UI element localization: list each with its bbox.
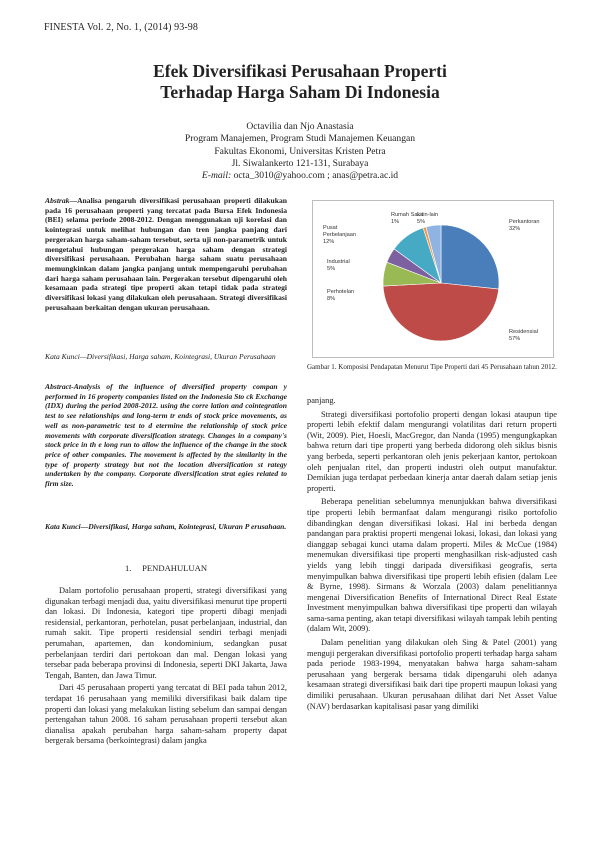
author-faculty: Fakultas Ekonomi, Universitas Kristen Petra (214, 145, 386, 157)
email-label: E-mail: (201, 170, 232, 182)
data-label: 57% (509, 336, 521, 342)
author-block (40, 121, 560, 182)
keywords-text: —Diversifikasi, Harga saham, Kointegrasi, Ukuran Perusahaan (79, 352, 276, 361)
introduction-text (45, 586, 287, 749)
body-paragraph: Strategi diversifikasi portofolio properti dengan lokasi ataupun tipe properti lebih efektif dalam mengurangi volatilitas dari return properti (Wit, 2009). Piet, Hoesli, MacGregor, dan Nanda (1995) mengungkapkan bahwa return dari tipe properti yang berbeda didorong oleh siklus bisnis yang berbeda, seperti perkantoran oleh jenis pekerjaan kantor, pertokoan oleh penjualan ritel, dan properti industri oleh output manufaktur. Demikian juga terdapat perbedaan kinerja antar daerah dalam setiap jenis properti. (307, 409, 557, 493)
category-label: Perkantoran (509, 219, 540, 225)
pie-slice-perkantoran (441, 225, 499, 289)
author-program: Program Manajemen, Program Studi Manajemen Keuangan (184, 133, 416, 145)
paper-title (40, 61, 560, 103)
intro-paragraph: Dalam portofolio perusahaan properti, strategi diversifikasi yang digunakan terbagi menjadi dua, yaitu diversifikasi menurut tipe properti dan lokasi. Di Indonesia, kategori tipe properti dibagi menjadi residensial, perkantoran, perhotelan, pusat perbelanjaan, industrial, dan rumah sakit. Tipe properti residensial sendiri terbagi menjadi perumahan, apartemen, dan kondominium, sedangkan pusat perbelanjaan terdiri dari pertokoan dan mal. Dengan lokasi yang tersebar pada beberapa provinsi di Indonesia, seperti DKI Jakarta, Jawa Tengah, Banten, dan Jawa Timur. (45, 586, 287, 680)
data-label: 1% (391, 219, 400, 225)
category-label: Industrial (327, 259, 350, 265)
keywords-english: Kata Kunci—Diversifikasi, Harga saham, Kointegrasi, Ukuran P erusahaan. (45, 522, 287, 531)
author-address: Jl. Siwalankerto 121-131, Surabaya (231, 157, 369, 169)
category-label: Pusat (323, 225, 338, 231)
category-label: Perhotelan (327, 289, 355, 295)
abstract-indonesian (45, 196, 287, 312)
body-paragraph: Dalam penelitian yang dilakukan oleh Sing & Patel (2001) yang menguji pergerakan diversifikasi portofolio properti terhadap harga saham pada periode 1983-1994, menyatakan bahwa harga saham-saham perusahaan yang bergerak bersama tidak dipengaruhi oleh adanya kesamaan strategi diversifikasi baik dari tipe properti maupun lokasi yang dimiliki perusahaan. Ukuran perusahaan dilihat dari Net Asset Value (NAV) berdasarkan kapitalisasi pasar yang dimiliki (307, 638, 557, 711)
body-paragraph: Beberapa penelitian sebelumnya menunjukkan bahwa diversifikasi tipe properti lebih bermanfaat dalam mengurangi risiko portofolio dibandingkan dengan diversifikasi lokasi. Hal ini berbeda dengan pandangan para praktisi properti mengenai lokasi, lokasi, dan lokasi yang dianggap sebagai kunci utama dalam properti. Miles & McCue (1984) menemukan diversifikasi tipe properti menghasilkan risk-adjusted cash yields yang lebih tinggi daripada diversifikasi geografis, serta menyimpulkan bahwa diversifikasi tipe properti lebih efisien (dalam Lee & Byrne, 1998). Sirmans & Worzala (2003) dalam penelitiannya mengenai Diversification Benefits of International Direct Real Estate Investment menyimpulkan bahwa diversifikasi tipe properti dan wilayah sama-sama penting, akan tetapi diversifikasi wilayah tampak lebih penting (dalam Wit, 2009). (307, 497, 558, 634)
pie-slice-residensial (383, 283, 499, 341)
body-paragraph: panjang. (307, 396, 336, 405)
keywords-indonesian (45, 352, 287, 362)
abstract-label: Abstrak (45, 196, 70, 205)
data-label: 5% (327, 266, 336, 272)
data-label: 8% (327, 296, 336, 302)
keywords-label: Kata Kunci (45, 352, 80, 361)
category-label: Perbelanjaan (323, 232, 356, 238)
category-label: Rumah Sakit (391, 212, 424, 218)
right-column-text (307, 396, 557, 715)
abstract-english: Abstract-Analysis of the influence of diversified property compan y performed in 16 property companies listed on the Indonesia Sto ck Exchange (IDX) during the period 2008-2012. using the corre lation and cointegration test to see relationships and long-term tr ends of stock price movements, as well as non-parametric test to d etermine the relationship of stock price movements with corporate diversification strategy. Changes in a company's stock price in th e long run to allow the influence of the change in the stock price of other companies. The movement is affected by the similarity in the type of property strategy but not the location diversification st rategy undertaken by the company. Corporate diversification strat egies related to firm size. (45, 382, 287, 489)
data-label: 32% (509, 226, 521, 232)
data-label: 5% (417, 219, 426, 225)
abstract-text: —Analisa pengaruh diversifikasi perusahaan properti dilakukan pada 16 perusahaan properti yang tercatat pada Bursa Efek Indonesia (BEI) selama periode 2008-2012. Dengan menggunakan uji korelasi dan kointegrasi untuk melihat hubungan dan tren jangka panjang dari pergerakan harga saham-saham tersebut, serta uji non-parametrik untuk mengetahui hubungan pergerakan harga saham dengan strategi diversifikasi perusahaan. Perubahan harga saham suatu perusahaan memungkinkan dalam jangka panjang untuk mempengaruhi perubahan dari harga saham perusahaan lain. Pergerakan tersebut dipengaruhi oleh kesamaan pada strategi tipe properti akan tetapi tidak pada strategi diversifikasi lokasi yang dilakukan oleh perusahaan. Strategi diversifikasi perusahaan berkaitan dengan ukuran perusahaan. (45, 196, 287, 312)
author-email (40, 170, 560, 182)
section-heading: 1. PENDAHULUAN (124, 563, 208, 573)
category-label: Lain-lain (417, 212, 439, 218)
title-line-2: Terhadap Harga Saham Di Indonesia (160, 82, 440, 102)
data-label: 12% (323, 239, 335, 245)
title-line-1: Efek Diversifikasi Perusahaan Properti (153, 61, 447, 81)
pie-chart (313, 201, 553, 357)
figure-caption: Gambar 1. Komposisi Pendapatan Menurut Tipe Properti dari 45 Perusahaan tahun 2012. (307, 363, 557, 371)
pie-chart-figure (312, 200, 554, 358)
email-value: octa_3010@yahoo.com ; anas@petra.ac.id (231, 170, 399, 182)
running-head: FINESTA Vol. 2, No. 1, (2014) 93-98 (44, 22, 199, 33)
category-label: Residensial (509, 329, 538, 335)
intro-paragraph: Dari 45 perusahaan properti yang tercatat di BEI pada tahun 2012, terdapat 16 perusahaan yang memiliki diversifikasi baik dalam tipe properti dan lokasi yang melakukan listing sebelum dan sampai dengan pertengahan tahun 2008. 16 saham perusahaan properti tersebut akan dianalisa apakah perubahan harga saham-saham property dapat bergerak bersama (berkointegrasi) dalam jangka (45, 683, 287, 746)
author-names: Octavilia dan Njo Anastasia (246, 121, 354, 132)
